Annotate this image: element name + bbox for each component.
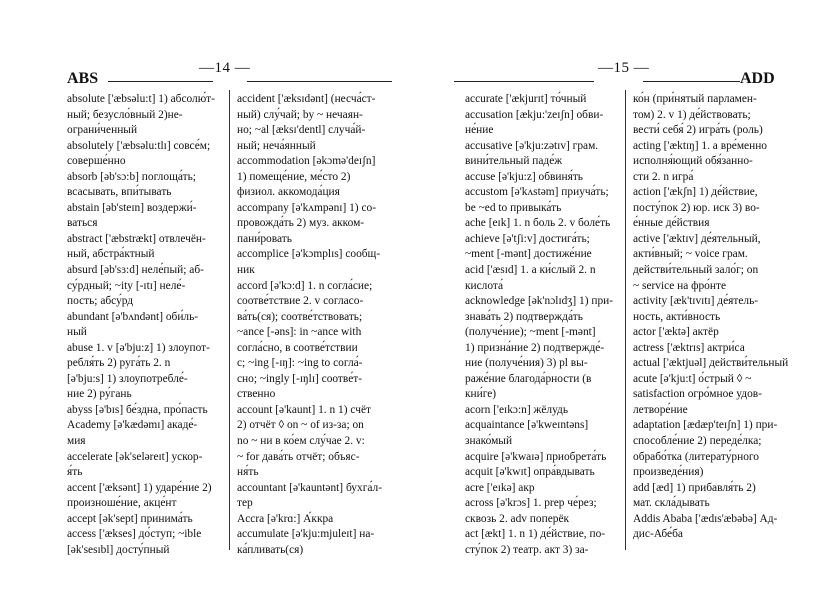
entry-line: су́рдный; ~ity [-ɪtɪ] неле́- <box>67 279 186 292</box>
entry-line: Academy [ə'kædəmɪ] акаде́- <box>67 419 198 432</box>
entry-line: мат. скла́дывать <box>633 497 710 510</box>
entry-line: (получе́ние); ~ment [-mənt] <box>465 326 596 339</box>
entry-line: ный) слу́чай; by ~ нечаян- <box>237 108 363 121</box>
entry-line: 2) отчёт ◊ on ~ of из-за; on <box>237 419 364 432</box>
entry-line: е́нные де́йствия <box>633 217 710 230</box>
entry-line: absurd [əb'sɜ:d] неле́пый; аб- <box>67 264 204 277</box>
entry-line: знава́ть 2) подтвержда́ть <box>465 310 583 323</box>
entry-line: тер <box>237 497 253 510</box>
dictionary-entry <box>465 450 625 466</box>
entry-line: absorb [əb'sɔ:b] поглоща́ть; <box>67 170 196 183</box>
dictionary-column <box>465 92 625 558</box>
dictionary-entry <box>633 418 793 480</box>
dictionary-entry <box>633 294 793 325</box>
dictionary-entry <box>465 170 625 186</box>
entry-line: action ['ækʃn] 1) де́йствие, <box>633 186 758 199</box>
dictionary-entry <box>465 263 625 294</box>
entry-line: actor ['æktə] актёр <box>633 326 719 339</box>
entry-line: посту́пок 2) юр. иск 3) во- <box>633 201 760 214</box>
dictionary-entry <box>633 372 793 419</box>
entry-line: дис-Абе́ба <box>633 528 683 541</box>
dictionary-entry <box>465 403 625 419</box>
entry-line: ние 2) ру́гань <box>67 388 132 401</box>
dictionary-entry <box>67 310 227 341</box>
dictionary-entry <box>465 139 625 170</box>
entry-line: achieve [ə'tʃi:v] достига́ть; <box>465 232 590 245</box>
entry-line: Accra [ə'krɑ:] А́ккра <box>237 512 334 525</box>
entry-line: Addis Ababa ['ædɪs'æbəbə] Ад- <box>633 512 778 525</box>
entry-line: ~ for дава́ть отчёт; объяс- <box>237 450 360 463</box>
entry-line: accelerate [ək'seləreɪt] ускор- <box>67 450 203 463</box>
entry-line: я́ть <box>67 466 83 479</box>
entry-line: ва́ть(ся); соотве́тствовать; <box>237 310 363 323</box>
dictionary-entry <box>633 92 793 139</box>
entry-line: accord [ə'kɔ:d] 1. n согла́сие; <box>237 279 373 292</box>
dictionary-entry <box>237 512 397 528</box>
dictionary-entry <box>465 294 625 403</box>
entry-line: ~ance [-əns]: in ~ance with <box>237 326 362 339</box>
entry-line: ваться <box>67 217 98 230</box>
entry-line: add [æd] 1) прибавля́ть 2) <box>633 481 756 494</box>
entry-line: accumulate [ə'kju:mjuleɪt] на- <box>237 528 375 541</box>
dictionary-column <box>67 92 227 558</box>
dictionary-entry <box>67 170 227 201</box>
dictionary-entry <box>465 465 625 481</box>
dictionary-entry <box>465 92 625 108</box>
dictionary-entry <box>67 418 227 449</box>
dictionary-entry <box>465 527 625 558</box>
entry-line: всасывать, впи́тывать <box>67 186 172 199</box>
entry-line: ный; безусло́вный 2)не- <box>67 108 183 121</box>
entry-line: кислота́ <box>465 279 504 292</box>
entry-line: account [ə'kaunt] 1. n 1) счёт <box>237 403 371 416</box>
dictionary-entry <box>237 279 397 403</box>
entry-line: ребля́ть 2) руга́ть 2. n <box>67 357 171 370</box>
entry-line: пость; абсу́рд <box>67 295 134 308</box>
dictionary-entry <box>237 92 397 154</box>
entry-line: ник <box>237 264 255 277</box>
entry-line: произведе́ния) <box>633 466 704 479</box>
entry-line: activity [æk'tɪvɪtɪ] де́ятель- <box>633 295 759 308</box>
entry-line: сквозь 2. adv поперёк <box>465 512 570 525</box>
running-head: ABS <box>67 70 99 87</box>
entry-line: 1) призна́ние 2) подтвержде́- <box>465 341 605 354</box>
dictionary-entry <box>237 403 397 481</box>
entry-line: acorn ['eɪkɔ:n] жёлудь <box>465 403 569 416</box>
entry-line: act [ækt] 1. n 1) де́йствие, по- <box>465 528 606 541</box>
dictionary-entry <box>237 154 397 201</box>
entry-line: ~ment [-mənt] достиже́ние <box>465 248 592 261</box>
right-page <box>417 0 833 593</box>
dictionary-entry <box>633 341 793 357</box>
page-number: —14 — <box>199 60 251 76</box>
running-head: ADD <box>740 70 775 87</box>
entry-line: accept [ək'sept] принима́ть <box>67 512 193 525</box>
entry-line: произноше́ние, акце́нт <box>67 497 177 510</box>
header-rule <box>247 81 392 82</box>
dictionary-entry <box>67 263 227 310</box>
dictionary-entry <box>237 247 397 278</box>
dictionary-entry <box>465 481 625 497</box>
dictionary-entry <box>67 92 227 139</box>
dictionary-entry <box>67 139 227 170</box>
entry-line: 1) помеще́ние, ме́сто 2) <box>237 170 351 183</box>
dictionary-entry <box>633 356 793 372</box>
entry-line: accuse [ə'kju:z] обвиня́ть <box>465 170 583 183</box>
entry-line: ~ service на фро́нте <box>633 279 727 292</box>
entry-line: accommodation [əkɔmə'deɪʃn] <box>237 155 376 168</box>
entry-line: adaptation [ædæp'teɪʃn] 1) при- <box>633 419 778 432</box>
dictionary-entry <box>67 341 227 403</box>
entry-line: abundant [ə'bʌndənt] оби́ль- <box>67 310 199 323</box>
entry-line: ный, абстра́ктный <box>67 248 155 261</box>
entry-line: acute [ə'kju:t] о́стрый ◊ ~ <box>633 372 752 385</box>
header-rule <box>108 81 213 82</box>
entry-line: absolutely ['æbsəlu:tlɪ] совсе́м; <box>67 139 211 152</box>
entry-line: abuse 1. v [ə'bju:z] 1) злоупот- <box>67 341 210 354</box>
dictionary-entry <box>465 185 625 216</box>
dictionary-entry <box>465 216 625 232</box>
dictionary-entry <box>67 450 227 481</box>
dictionary-entry <box>67 527 227 558</box>
dictionary-entry <box>67 481 227 512</box>
entry-line: ограни́ченный <box>67 124 138 137</box>
entry-line: accident ['æksɪdənt] (несча́ст- <box>237 93 376 105</box>
entry-line: способле́ние 2) переде́лка; <box>633 435 762 448</box>
entry-line: abyss [ə'bɪs] бе́здна, про́пасть <box>67 403 208 416</box>
dictionary-entry <box>633 185 793 232</box>
dictionary-entry <box>633 512 793 543</box>
entry-line: соверше́нно <box>67 155 126 168</box>
entry-line: ние (получе́ния) 3) pl вы- <box>465 357 588 370</box>
entry-line: acquaintance [ə'kweɪntəns] <box>465 419 589 432</box>
entry-line: acquire [ə'kwaɪə] приобрета́ть <box>465 450 607 463</box>
entry-line: [ə'bju:s] 1) злоупотребле́- <box>67 372 188 385</box>
entry-line: active ['æktɪv] де́ятельный, <box>633 232 761 245</box>
dictionary-entry <box>633 325 793 341</box>
entry-line: акти́вный; ~ voice грам. <box>633 248 748 261</box>
entry-line: be ~ed to привыка́ть <box>465 201 562 214</box>
dictionary-entry <box>465 418 625 449</box>
entry-line: ственно <box>237 388 276 401</box>
entry-line: вести́ себя́ 2) игра́ть (роль) <box>633 124 763 137</box>
entry-line: сно; ~ingly [-ɪŋlɪ] соотве́т- <box>237 372 363 385</box>
entry-line: ный <box>67 326 87 339</box>
entry-line: abstract ['æbstrækt] отвлечён- <box>67 232 206 245</box>
entry-line: no ~ ни в ко́ем слу́чае 2. v: <box>237 435 365 448</box>
dictionary-entry <box>67 403 227 419</box>
entry-line: [ək'sesɪbl] досту́пный <box>67 543 170 556</box>
entry-line: acknowledge [ək'nɔlɪdʒ] 1) при- <box>465 295 614 308</box>
dictionary-entry <box>67 232 227 263</box>
entry-line: accusation [ækju:'zeɪʃn] обви- <box>465 108 604 121</box>
entry-line: ня́ть <box>237 466 259 479</box>
entry-line: вини́тельный паде́ж <box>465 155 563 168</box>
entry-line: соотве́тствие 2. v согласо- <box>237 295 364 308</box>
dictionary-entry <box>237 201 397 248</box>
dictionary-entry <box>237 481 397 512</box>
dictionary-entry <box>633 232 793 294</box>
entry-line: но; ~al [æksɪ'dentl] случа́й- <box>237 124 366 137</box>
entry-line: раже́ние благода́рности (в <box>465 372 592 385</box>
dictionary-entry <box>465 108 625 139</box>
entry-line: том) 2. v 1) де́йствовать; <box>633 108 751 121</box>
entry-line: across [ə'krɔs] 1. prep че́рез; <box>465 497 597 510</box>
entry-line: не́ние <box>465 124 494 137</box>
entry-line: acquit [ə'kwɪt] опра́вдывать <box>465 466 595 479</box>
entry-line: ный; неча́янный <box>237 139 316 152</box>
page-number: —15 — <box>598 60 650 76</box>
entry-line: кни́ге) <box>465 388 497 401</box>
dictionary-entry <box>67 512 227 528</box>
dictionary-column <box>237 92 397 558</box>
entry-line: accustom [ə'kʌstəm] приуча́ть; <box>465 186 609 199</box>
dictionary-entry <box>67 201 227 232</box>
entry-line: физиол. аккомода́ция <box>237 186 340 199</box>
dictionary-column <box>633 92 793 543</box>
column-divider <box>625 90 626 550</box>
entry-line: accurate ['ækjurɪt] то́чный <box>465 93 587 105</box>
dictionary-entry <box>237 527 397 558</box>
entry-line: absolute ['æbsəlu:t] 1) абсолю́т- <box>67 93 215 105</box>
entry-line: летворе́ние <box>633 403 688 416</box>
entry-line: с; ~ing [-ɪŋ]: ~ing to согла́- <box>237 357 363 370</box>
entry-line: ность, акти́вность <box>633 310 721 323</box>
entry-line: ache [eɪk] 1. n боль 2. v боле́ть <box>465 217 611 230</box>
entry-line: actual ['æktjuəl] действи́тельный <box>633 357 789 370</box>
entry-line: acting ['æktɪŋ] 1. a вре́менно <box>633 139 767 152</box>
column-divider <box>229 90 230 550</box>
entry-line: actress ['æktrɪs] актри́са <box>633 341 745 354</box>
entry-line: провожда́ть 2) муз. акком- <box>237 217 365 230</box>
dictionary-entry <box>633 481 793 512</box>
dictionary-entry <box>633 139 793 186</box>
entry-line: знако́мый <box>465 435 513 448</box>
entry-line: действи́тельный зало́г; on <box>633 264 759 277</box>
left-page <box>0 0 416 593</box>
dictionary-entry <box>465 496 625 527</box>
entry-line: accountant [ə'kauntənt] бухга́л- <box>237 481 383 494</box>
entry-line: accompany [ə'kʌmpənɪ] 1) со- <box>237 201 376 214</box>
entry-line: исполня́ющий обя́занно- <box>633 155 753 168</box>
entry-line: acre ['eɪkə] акр <box>465 481 535 494</box>
entry-line: согла́сно, в соотве́тствии <box>237 341 358 354</box>
entry-line: accomplice [ə'kɔmplɪs] сообщ- <box>237 248 381 261</box>
entry-line: мия <box>67 435 86 448</box>
header-rule <box>643 81 740 82</box>
entry-line: accent ['æksənt] 1) ударе́ние 2) <box>67 481 212 494</box>
entry-line: acid ['æsɪd] 1. a ки́слый 2. n <box>465 264 596 277</box>
entry-line: сту́пок 2) театр. акт 3) за- <box>465 543 589 556</box>
entry-line: ко́н (при́нятый парламен- <box>633 93 757 105</box>
entry-line: ка́пливать(ся) <box>237 543 304 556</box>
entry-line: пани́ровать <box>237 232 292 245</box>
entry-line: abstain [əb'steɪn] воздержи́- <box>67 201 197 214</box>
entry-line: access ['ækses] до́ступ; ~ible <box>67 528 202 541</box>
entry-line: сти 2. n игра́ <box>633 170 694 183</box>
entry-line: accusative [ə'kju:zətɪv] грам. <box>465 139 599 152</box>
entry-line: satisfaction огро́мное удов- <box>633 388 762 401</box>
header-rule <box>454 81 594 82</box>
entry-line: обрабо́тка (литерату́рного <box>633 450 759 463</box>
dictionary-entry <box>465 232 625 263</box>
